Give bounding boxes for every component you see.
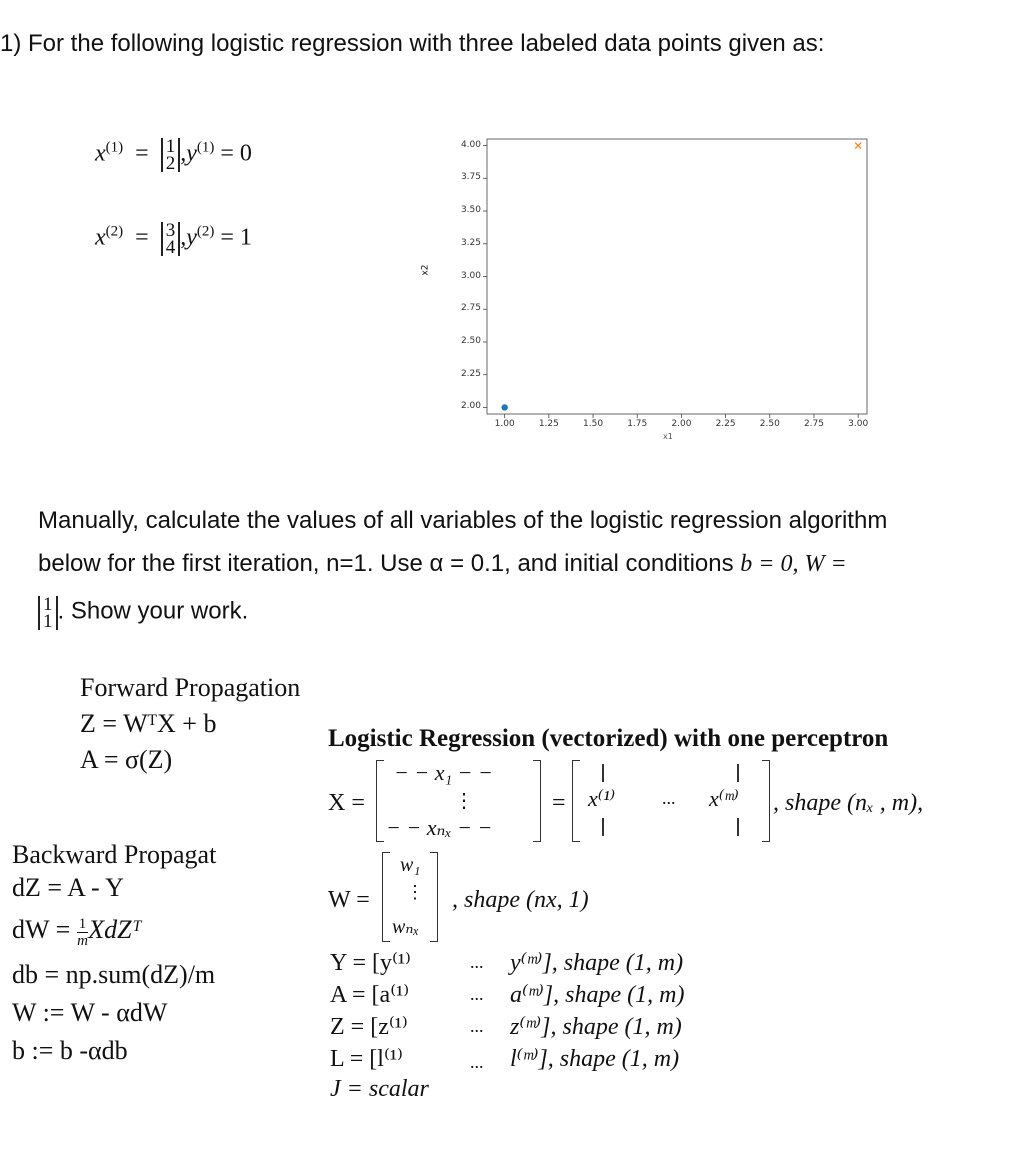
backward-eq-3: db = np.sum(dZ)/m [12, 960, 216, 989]
backward-eq-1: dZ = A - Y [12, 873, 124, 902]
l-row-left: L = [l⁽¹⁾ [330, 1046, 403, 1072]
x-col-m: x⁽ᵐ⁾ [709, 786, 739, 811]
x-row-dots: ⋮ [454, 790, 474, 812]
x-row-1: − − x₁ − − [394, 760, 493, 785]
instructions-line-2 [38, 550, 847, 578]
x-eq-sign: = [552, 790, 566, 816]
l-row-right: l⁽ᵐ⁾], shape (1, m) [510, 1046, 680, 1072]
backward-eq-4: W := W - αdW [12, 998, 168, 1027]
vector-entry: 1 [43, 594, 53, 615]
z-row-right: z⁽ᵐ⁾], shape (1, m) [510, 1014, 682, 1040]
col-line [737, 818, 739, 836]
x-column-matrix [572, 760, 770, 844]
y-tick-label: 2.25 [460, 368, 481, 379]
x-matrix [376, 760, 541, 844]
y-tick-label: 3.75 [460, 172, 481, 183]
w-init-vector [38, 596, 58, 630]
vector-entry: 3 [165, 220, 176, 241]
bracket-right [762, 760, 770, 842]
numerator: 1 [78, 915, 87, 932]
backward-eq-3-clip [12, 960, 280, 996]
y-tick-label: 3.25 [460, 237, 481, 248]
data-point-circle [501, 404, 507, 410]
w-matrix [382, 852, 438, 944]
vector-entry: 2 [165, 153, 176, 174]
y-sup: (2) [196, 223, 215, 240]
y-label: y [186, 224, 197, 251]
backward-eq-2 [12, 915, 142, 949]
vector-entry: 1 [43, 611, 53, 632]
x-tick-label: 3.00 [848, 419, 869, 429]
y-value: = 1 [220, 224, 252, 251]
y-row-right: y⁽ᵐ⁾], shape (1, m) [510, 950, 684, 976]
bracket-right [533, 760, 541, 842]
x-shape: , shape (nₓ , m), [773, 790, 924, 816]
x-row-last: − − xₙₓ − − [386, 815, 493, 840]
x1-vector [161, 138, 181, 172]
bracket-left [376, 760, 384, 842]
col-line [602, 764, 604, 782]
x-tick-label: 1.75 [627, 419, 648, 429]
forward-eq-2: A = σ(Z) [80, 745, 173, 774]
x-label: x [95, 224, 106, 251]
x-tick-label: 1.25 [538, 419, 559, 429]
y-tick-label: 2.75 [460, 303, 481, 314]
x-sup: (1) [105, 139, 124, 156]
w-shape: , shape (nx, 1) [452, 887, 589, 913]
x-col-dots: ... [662, 788, 676, 808]
bracket-right [430, 852, 438, 942]
a-row-left: A = [a⁽¹⁾ [330, 982, 410, 1008]
w-row-1: w₁ [400, 854, 421, 876]
fraction [77, 916, 89, 949]
y-sup: (1) [196, 139, 215, 156]
show-work: . Show your work. [57, 597, 249, 625]
y-tick-label: 3.00 [460, 270, 481, 281]
l-row-dots: ... [470, 1052, 484, 1072]
vectorized-title: Logistic Regression (vectorized) with one perceptron [328, 725, 889, 752]
w-eq-label: W = [328, 887, 370, 913]
x-tick-label: 1.00 [494, 419, 515, 429]
instructions-text: below for the first iteration, n=1. Use α = 0.1, and initial conditions [38, 550, 741, 577]
y-tick-label: 2.50 [460, 335, 481, 346]
j-eq: J = scalar [330, 1076, 429, 1102]
vector-entry: 1 [165, 136, 176, 157]
forward-eq-1: Z = WᵀX + b [80, 709, 217, 738]
y-tick-label: 3.50 [460, 205, 481, 216]
y-row-left: Y = [y⁽¹⁾ [330, 950, 411, 976]
x-tick-label: 2.75 [803, 419, 824, 429]
data-point-1: $x^{(1)}$ = 1 2 $,y^{(1)} = 0$ [95, 136, 252, 174]
x-axis-label: x1 [663, 432, 673, 441]
y-tick-label: 2.00 [460, 401, 481, 412]
col-line [737, 764, 739, 782]
w-row-last: wₙₓ [392, 916, 420, 938]
vector-entry: 4 [165, 237, 176, 258]
x-tick-label: 2.50 [759, 419, 780, 429]
bracket-left [382, 852, 390, 942]
x-col-1: x⁽¹⁾ [588, 786, 616, 811]
data-point-cross [855, 143, 861, 149]
w-init-line [38, 596, 248, 630]
plot-area [420, 130, 870, 450]
forward-title: Forward Propagation [80, 673, 301, 702]
question-header: 1) For the following logistic regression with three labeled data points given as: [0, 30, 825, 57]
y-label: y [186, 140, 197, 167]
eq2-right: XdZᵀ [88, 915, 142, 944]
y-tick-label: 4.00 [460, 139, 481, 150]
a-row-right: a⁽ᵐ⁾], shape (1, m) [510, 982, 685, 1008]
y-row-dots: ... [470, 952, 484, 972]
y-axis-label: x2 [420, 264, 431, 276]
a-row-dots: ... [470, 984, 484, 1004]
z-row-left: Z = [z⁽¹⁾ [330, 1014, 408, 1040]
backward-eq-5: b := b -αdb [12, 1036, 128, 1065]
data-point-2: $x^{(2)}$ = 3 4 $,y^{(2)} = 1$ [95, 220, 252, 258]
x-tick-label: 1.50 [583, 419, 604, 429]
x-tick-label: 2.00 [671, 419, 692, 429]
scatter-chart [420, 130, 870, 450]
x-tick-label: 2.25 [715, 419, 736, 429]
col-line [602, 818, 604, 836]
z-row-dots: ... [470, 1016, 484, 1036]
w-dots: ⋮ [406, 882, 424, 902]
x-eq-label: X = [328, 790, 365, 816]
x2-vector [161, 222, 181, 256]
plot-frame [487, 139, 867, 414]
instructions-line-1: Manually, calculate the values of all variables of the logistic regression algorithm [38, 507, 888, 534]
initial-conditions: b = 0, W = [740, 551, 847, 577]
x-label: x [95, 140, 106, 167]
eq2-left: dW = [12, 915, 71, 944]
denominator: m [77, 932, 88, 949]
bracket-left [572, 760, 580, 842]
backward-title: Backward Propagat [12, 840, 217, 869]
x-sup: (2) [105, 223, 124, 240]
y-value: = 0 [220, 140, 252, 167]
